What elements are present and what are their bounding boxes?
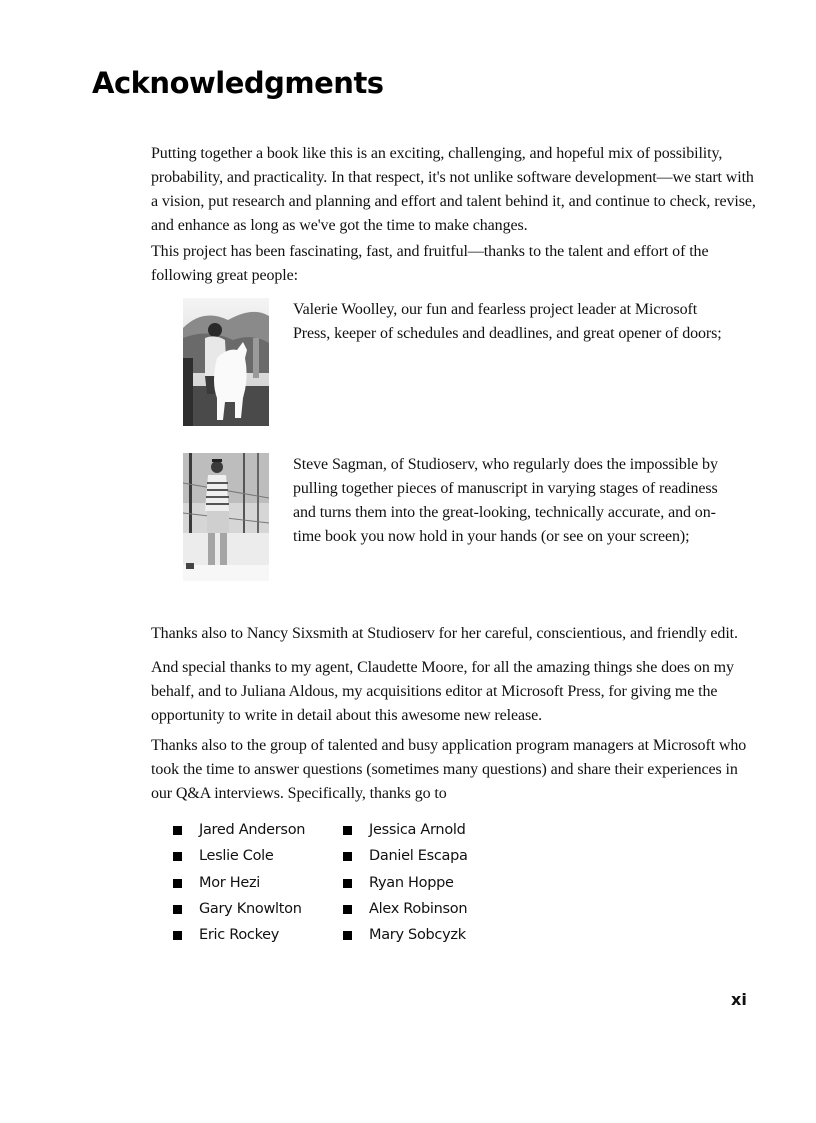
paragraph-nancy: Thanks also to Nancy Sixsmith at Studioserv for her careful, conscientious, and friendly edit. [151,625,738,642]
bullet-square-icon [343,852,352,861]
list-item-name: Eric Rockey [199,927,280,944]
list-item [343,923,468,949]
person-with-dog-photo [183,298,269,426]
list-item-name: Jessica Arnold [369,822,466,838]
list-item [173,923,305,949]
paragraph-agent: And special thanks to my agent, Claudette Moore, for all the amazing things she does on my behalf, and to Juliana Aldous, my acquisitions editor at Microsoft Press, for giving me the opportunity to write in detail about this awesome new release. [151,659,734,724]
list-item [343,844,468,870]
list-item [173,897,305,923]
paragraph-managers: Thanks also to the group of talented and busy application program managers at Microsoft who took the time to answer questions (sometimes many questions) and share their experiences in our Q&A interviews. Specifically, thanks go to [151,737,747,802]
bullet-square-icon [343,931,352,940]
person-description: Steve Sagman, of Studioserv, who regularly does the impossible by pulling together pieces of manuscript in varying stages of readiness and turns them into the great-looking, technically accurate, and on-time book you now hold in your hands (or see on your screen); [293,456,718,545]
list-item [343,818,468,844]
list-item-name: Jared Anderson [199,822,306,838]
list-item-name: Mor Hezi [199,874,261,891]
list-item-name: Daniel Escapa [369,848,468,865]
page-title: Acknowledgments [92,66,384,100]
list-item [173,818,305,844]
bullet-square-icon [343,905,352,914]
bullet-square-icon [173,931,182,940]
list-item-name: Leslie Cole [199,848,274,865]
list-item [173,844,305,870]
page-number: xi [731,990,747,1009]
list-item [343,897,468,923]
bullet-square-icon [173,905,182,914]
bullet-square-icon [343,879,352,888]
person-on-boat-photo [183,453,269,581]
list-item [343,871,468,897]
list-item-name: Gary Knowlton [199,900,302,917]
bullet-square-icon [173,826,182,835]
list-item-name: Alex Robinson [369,900,468,917]
bullet-square-icon [173,852,182,861]
paragraph-project: This project has been fascinating, fast, and fruitful—thanks to the talent and effort of the following great people: [151,243,709,284]
bullet-square-icon [173,879,182,888]
bullet-square-icon [343,826,352,835]
names-list-left [173,818,305,949]
list-item-name: Ryan Hoppe [369,874,454,891]
paragraph-intro: Putting together a book like this is an exciting, challenging, and hopeful mix of possibility, probability, and practicality. In that respect, it's not unlike software development—we start with a vision, put research and planning and effort and talent behind it, and continue to check, revise, and enhance as long as we've got the time to make changes. [151,145,756,234]
names-list-right [343,818,468,949]
list-item-name: Mary Sobcyzk [369,927,466,944]
list-item [173,871,305,897]
person-description: Valerie Woolley, our fun and fearless project leader at Microsoft Press, keeper of schedules and deadlines, and great opener of doors; [293,301,722,342]
